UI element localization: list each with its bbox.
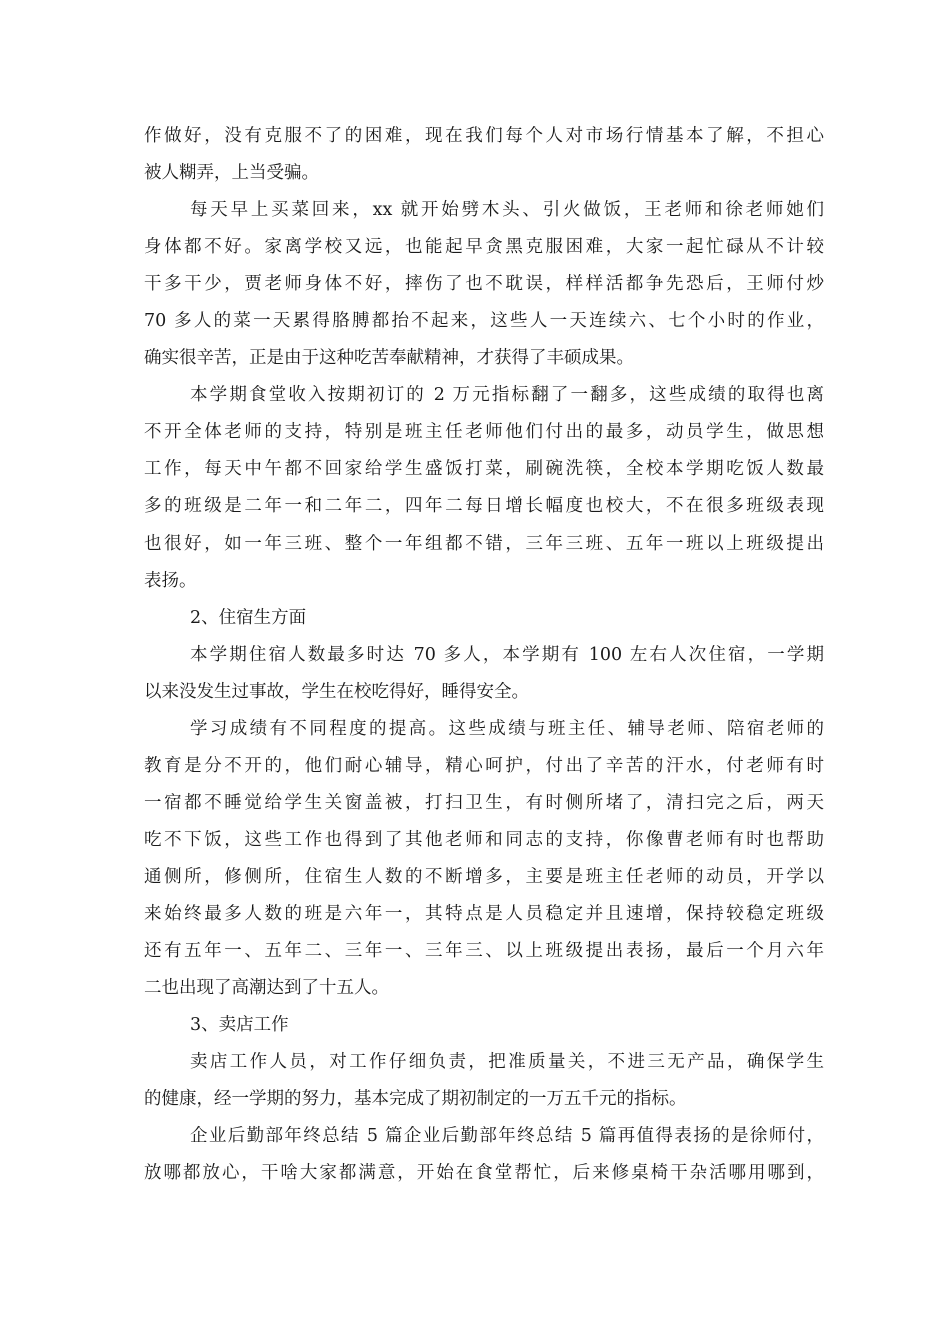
text-line: 确实很辛苦，正是由于这种吃苦奉献精神，才获得了丰硕成果。 [144, 348, 634, 369]
text-line: 以来没发生过事故，学生在校吃得好，睡得安全。 [144, 681, 529, 702]
text-line: 本学期住宿人数最多时达 70 多人，本学期有 100 左右人次住宿，一学期 [190, 644, 824, 665]
text-line: 被人糊弄，上当受骗。 [144, 163, 319, 184]
text-line: 工作，每天中午都不回家给学生盛饭打菜，刷碗洗筷，全校本学期吃饭人数最 [144, 459, 824, 480]
document-body [144, 118, 824, 1192]
text-line: 还有五年一、五年二、三年一、三年三、以上班级提出表扬，最后一个月六年 [144, 941, 824, 962]
text-line: 2、住宿生方面 [190, 607, 307, 628]
text-line: 本学期食堂收入按期初订的 2 万元指标翻了一翻多，这些成绩的取得也离 [190, 385, 824, 406]
text-line: 干多干少，贾老师身体不好，摔伤了也不耽误，样样活都争先恐后，王师付炒 [144, 274, 824, 295]
text-line: 放哪都放心，干啥大家都满意，开始在食堂帮忙，后来修桌椅干杂活哪用哪到， [144, 1163, 824, 1184]
text-line: 也很好，如一年三班、整个一年组都不错，三年三班、五年一班以上班级提出 [144, 533, 824, 554]
text-line: 3、卖店工作 [190, 1015, 289, 1036]
text-line: 吃不下饭，这些工作也得到了其他老师和同志的支持，你像曹老师有时也帮助 [144, 829, 824, 850]
text-line: 一宿都不睡觉给学生关窗盖被，打扫卫生，有时侧所堵了，清扫完之后，两天 [144, 792, 824, 813]
text-line: 每天早上买菜回来，xx 就开始劈木头、引火做饭，王老师和徐老师她们 [190, 200, 824, 221]
text-line: 卖店工作人员，对工作仔细负责，把准质量关，不进三无产品，确保学生 [190, 1052, 824, 1073]
text-line: 二也出现了高潮达到了十五人。 [144, 978, 389, 999]
text-line: 表扬。 [144, 570, 197, 591]
text-line: 70 多人的菜一天累得胳膊都抬不起来，这些人一天连续六、七个小时的作业， [144, 311, 824, 332]
text-line: 作做好，没有克服不了的困难，现在我们每个人对市场行情基本了解，不担心 [144, 126, 824, 146]
text-line: 学习成绩有不同程度的提高。这些成绩与班主任、辅导老师、陪宿老师的 [190, 718, 824, 739]
text-line: 来始终最多人数的班是六年一，其特点是人员稳定并且速增，保持较稳定班级 [144, 903, 824, 924]
text-line: 身体都不好。家离学校又远，也能起早贪黑克服困难，大家一起忙碌从不计较 [144, 237, 824, 258]
text-line: 企业后勤部年终总结 5 篇企业后勤部年终总结 5 篇再值得表扬的是徐师付， [190, 1126, 824, 1147]
text-line: 多的班级是二年一和二年二，四年二每日增长幅度也校大，不在很多班级表现 [144, 496, 824, 517]
text-line: 不开全体老师的支持，特别是班主任老师他们付出的最多，动员学生，做思想 [144, 422, 824, 443]
text-line: 通侧所，修侧所，住宿生人数的不断增多，主要是班主任老师的动员，开学以 [144, 866, 824, 887]
text-line: 的健康，经一学期的努力，基本完成了期初制定的一万五千元的指标。 [144, 1089, 687, 1110]
text-line: 教育是分不开的，他们耐心辅导，精心呵护，付出了辛苦的汗水，付老师有时 [144, 755, 824, 776]
